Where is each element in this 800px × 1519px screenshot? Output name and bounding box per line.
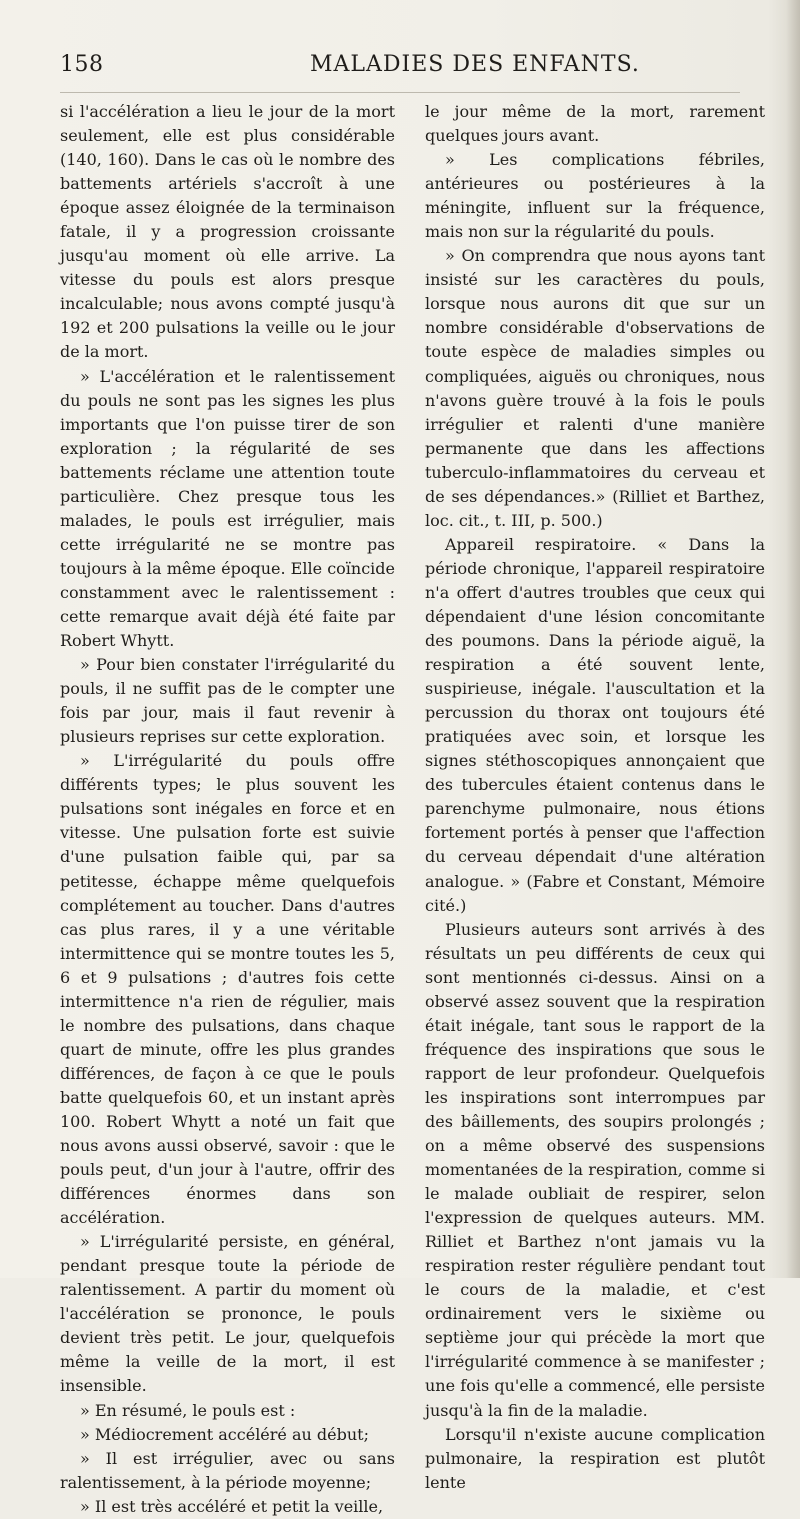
- left-column: [60, 100, 395, 1519]
- paragraph: » Les complications fébriles, antérieures ou postérieures à la méningite, influent sur la fréquence, mais non sur la régularité du pouls.: [425, 150, 765, 242]
- paragraph: » On comprendra que nous ayons tant insisté sur les caractères du pouls, lorsque nous aurons dit que sur un nombre considérable d'observations de toute espèce de maladies simples ou compliquées, aiguës ou chroniques, nous n'avons guère trouvé à la fois le pouls irrégulier et ralenti d'une manière permanente que dans les affections tuberculo-inflammatoires du cerveau et de ses dépendances.» (Rilliet et Barthez, loc. cit., t. III, p. 500.): [425, 246, 765, 530]
- paragraph: » Il est irrégulier, avec ou sans ralentissement, à la période moyenne;: [60, 1448, 395, 1492]
- paragraph: si l'accélération a lieu le jour de la mort seulement, elle est plus considérable (140, 160). Dans le cas où le nombre des battements artériels s'accroît à une époque assez éloignée de la terminaison fatale, il y a progression croissante jusqu'au moment où elle arrive. La vitesse du pouls est alors presque incalculable; nous avons compté jusqu'à 192 et 200 pulsations la veille ou le jour de la mort.: [60, 102, 395, 362]
- running-title: MALADIES DES ENFANTS.: [310, 52, 640, 77]
- page-number: 158: [60, 52, 104, 77]
- paragraph: Plusieurs auteurs sont arrivés à des résultats un peu différents de ceux qui sont mentionnés ci-dessus. Ainsi on a observé assez souvent que la respiration était inégale, tant sous le rapport de la fréquence des inspirations que sous le rapport de leur profondeur. Quelquefois les inspirations sont interrompues par des bâillements, des soupirs prolongés ; on a même observé des suspensions momentanées de la respiration, comme si le malade oubliait de respirer, selon l'expression de quelques auteurs. MM. Rilliet et Barthez n'ont jamais vu la respiration rester régulière pendant tout le cours de la maladie, et c'est ordinairement vers le sixième ou septième jour qui précède la mort que l'irrégularité commence à se manifester ; une fois qu'elle a commencé, elle persiste jusqu'à la fin de la maladie.: [425, 919, 765, 1420]
- paragraph: » L'irrégularité persiste, en général, pendant presque toute la période de ralentissement. A partir du moment où l'accélération se prononce, le pouls devient très petit. Le jour, quelquefois même la veille de la mort, il est insensible.: [60, 1232, 395, 1396]
- paragraph: » Pour bien constater l'irrégularité du pouls, il ne suffit pas de le compter une fois par jour, mais il faut revenir à plusieurs reprises sur cette exploration.: [60, 655, 395, 747]
- paragraph: » Il est très accéléré et petit la veille,: [80, 1496, 384, 1516]
- paragraph: » L'accélération et le ralentissement du pouls ne sont pas les signes les plus importants que l'on puisse tirer de son exploration ; la régularité de ses battements réclame une attention toute particulière. Chez presque tous les malades, le pouls est irrégulier, mais cette irrégularité ne se montre pas toujours à la même époque. Elle coïncide constamment avec le ralentissement : cette remarque avait déjà été faite par Robert Whytt.: [60, 366, 395, 651]
- page-edge-shadow: [786, 0, 800, 1278]
- paragraph: Appareil respiratoire. « Dans la période chronique, l'appareil respiratoire n'a offert d'autres troubles que ceux qui dépendaient d'une lésion concomitante des poumons. Dans la période aiguë, la respiration a été souvent lente, suspirieuse, inégale. l'auscultation et la percussion du thorax ont toujours été pratiquées avec soin, et lorsque les signes stéthoscopiques annonçaient que des tubercules étaient contenus dans le parenchyme pulmonaire, nous étions fortement portés à penser que l'affection du cerveau dépendait d'une altération analogue. » (Fabre et Constant, Mémoire cité.): [425, 534, 765, 915]
- right-column: [425, 100, 765, 1495]
- paragraph: » En résumé, le pouls est :: [80, 1400, 296, 1420]
- paragraph: » Médiocrement accéléré au début;: [80, 1424, 369, 1444]
- paragraph: le jour même de la mort, rarement quelques jours avant.: [425, 102, 765, 146]
- page-header: [60, 52, 780, 86]
- paragraph: Lorsqu'il n'existe aucune complication pulmonaire, la respiration est plutôt lente: [425, 1424, 765, 1492]
- header-rule: [60, 92, 740, 93]
- paragraph: » L'irrégularité du pouls offre différents types; le plus souvent les pulsations sont inégales en force et en vitesse. Une pulsation forte est suivie d'une pulsation faible qui, par sa petitesse, échappe même quelquefois complétement au toucher. Dans d'autres cas plus rares, il y a une véritable intermittence qui se montre toutes les 5, 6 et 9 pulsations ; d'autres fois cette intermittence n'a rien de régulier, mais le nombre des pulsations, dans chaque quart de minute, offre les plus grandes différences, de façon à ce que le pouls batte quelquefois 60, et un instant après 100. Robert Whytt a noté un fait que nous avons aussi observé, savoir : que le pouls peut, d'un jour à l'autre, offrir des différences énormes dans son accélération.: [60, 751, 395, 1228]
